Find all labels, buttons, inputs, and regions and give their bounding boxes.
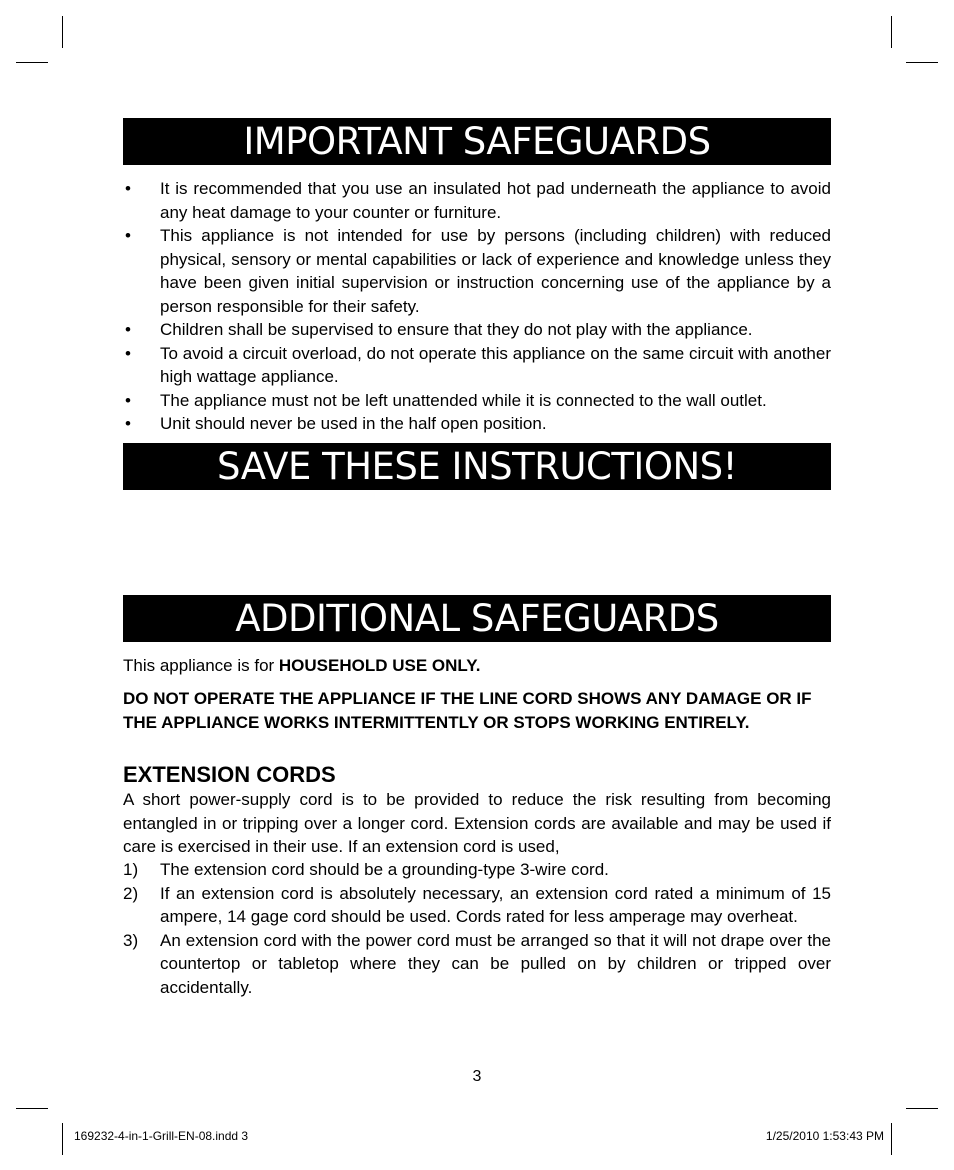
slug-filename: 169232-4-in-1-Grill-EN-08.indd 3: [74, 1129, 249, 1143]
crop-mark: [16, 1108, 48, 1109]
list-item: [123, 342, 831, 389]
important-safeguards-banner: IMPORTANT SAFEGUARDS: [123, 118, 831, 165]
list-item-text: This appliance is not intended for use by persons (including children) with reduced physical, sensory or mental capabilities or lack of experience and knowledge unless they have been given initial supervision or instruction concerning use of the appliance by a person responsible for their safety.: [160, 226, 831, 316]
list-item: [123, 858, 831, 882]
bullet: •: [125, 390, 131, 410]
household-prefix: This appliance is for: [123, 656, 279, 675]
crop-mark: [62, 1123, 63, 1155]
list-item-text: The extension cord should be a grounding-type 3-wire cord.: [160, 860, 609, 879]
list-item-text: The appliance must not be left unattended while it is connected to the wall outlet.: [160, 390, 767, 410]
list-item: [123, 177, 831, 224]
bullet: •: [125, 414, 131, 433]
crop-mark: [906, 1108, 938, 1109]
household-use-text: [123, 654, 831, 678]
list-item-text: It is recommended that you use an insulated hot pad underneath the appliance to avoid any heat damage to your counter or furniture.: [160, 179, 831, 222]
list-item: [123, 318, 831, 342]
list-item: [123, 224, 831, 318]
important-safeguards-list: [123, 177, 831, 436]
list-item-text: If an extension cord is absolutely necessary, an extension cord rated a minimum of 15 ampere, 14 gage cord should be used. Cords rated for less amperage may overheat.: [160, 883, 831, 926]
list-item-text: Unit should never be used in the half open position.: [160, 414, 547, 433]
list-item-text: An extension cord with the power cord must be arranged so that it will not drape over the countertop or tabletop where they can be pulled on by children or tripped over accidentally.: [160, 930, 831, 997]
list-item: [123, 389, 831, 413]
list-item-text: Children shall be supervised to ensure that they do not play with the appliance.: [160, 320, 753, 339]
page-number: 3: [472, 1068, 482, 1085]
bullet: •: [125, 179, 131, 198]
list-number: 1): [123, 860, 139, 879]
extension-cord-list: [123, 858, 831, 999]
list-number: 3): [123, 930, 139, 950]
bullet: •: [125, 320, 131, 339]
crop-mark: [16, 62, 48, 63]
bullet: •: [125, 343, 131, 363]
save-instructions-banner: SAVE THESE INSTRUCTIONS!: [123, 443, 831, 490]
extension-cords-heading: EXTENSION CORDS: [123, 762, 336, 787]
household-emphasis: HOUSEHOLD USE ONLY.: [278, 656, 481, 675]
crop-mark: [62, 16, 63, 48]
extension-intro: A short power-supply cord is to be provided to reduce the risk resulting from becoming entangled in or tripping over a longer cord. Extension cords are available and may be used if care is exercised in their use. If an extension cord is used,: [123, 790, 831, 856]
crop-mark: [891, 1123, 892, 1155]
additional-safeguards-banner: ADDITIONAL SAFEGUARDS: [123, 595, 831, 642]
damage-warning: DO NOT OPERATE THE APPLIANCE IF THE LINE CORD SHOWS ANY DAMAGE OR IF THE APPLIANCE WORKS INTERMITTENTLY OR STOPS WORKING ENTIRELY.: [123, 689, 812, 732]
slug-datetime: 1/25/2010 1:53:43 PM: [765, 1129, 884, 1143]
crop-mark: [906, 62, 938, 63]
list-item: [123, 882, 831, 929]
crop-mark: [891, 16, 892, 48]
list-item: [123, 929, 831, 1000]
list-number: 2): [123, 883, 139, 903]
list-item-text: To avoid a circuit overload, do not operate this appliance on the same circuit with another high wattage appliance.: [160, 343, 831, 386]
list-item: [123, 412, 831, 436]
bullet: •: [125, 226, 131, 245]
